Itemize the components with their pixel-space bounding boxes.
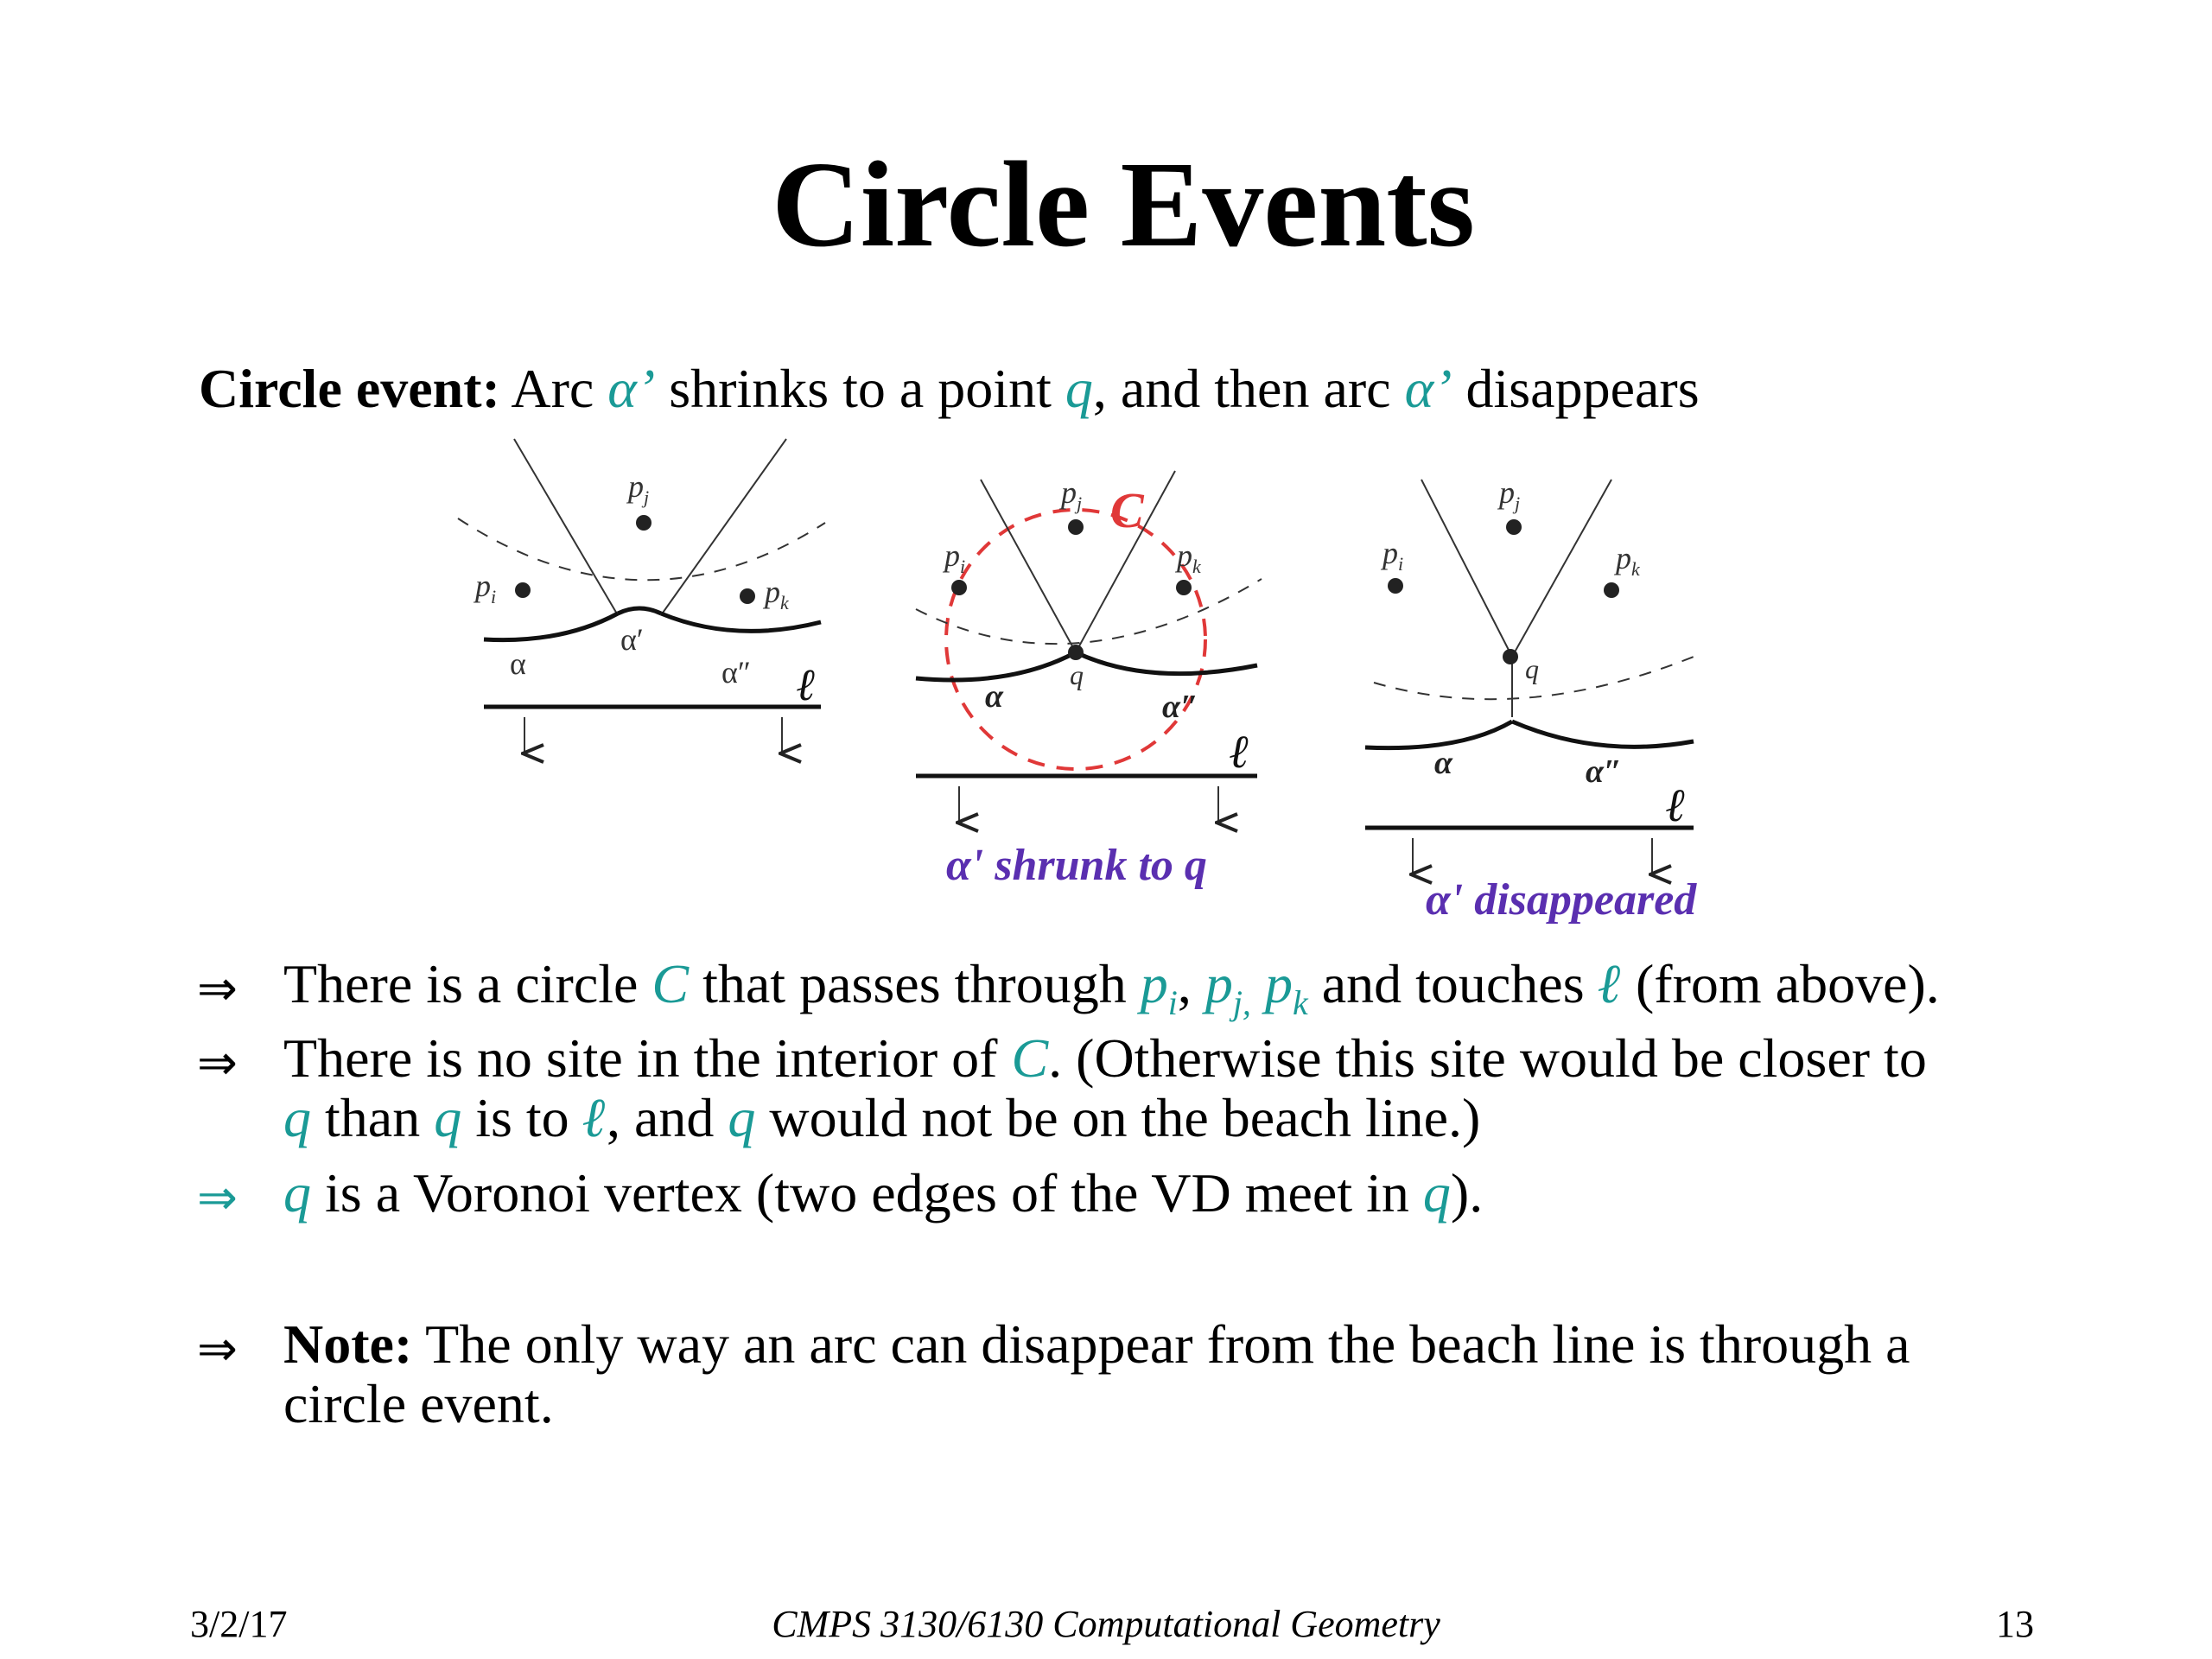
site-subscript: k [1292,982,1308,1022]
label-pi: $p_i$ [944,538,966,577]
label-ell: ℓ [1230,726,1250,778]
note-label: Note: [283,1313,413,1375]
vertex-q-dot [1068,645,1084,660]
label-alpha-dprime: α″ [1586,753,1623,790]
implies-arrow: ⇒ [197,1321,238,1377]
q-symbol: q [1422,1162,1451,1224]
sweep-line-symbol: ℓ [582,1087,607,1148]
bullet-text: would not be on the beach line.) [755,1087,1481,1148]
sweep-line-symbol: ℓ [1598,953,1622,1014]
label-alpha: α [510,646,526,681]
bullet-text: (from above). [1621,953,1940,1014]
bullet-text: than [311,1087,435,1148]
alpha-prime: α’ [607,358,656,419]
bullet-text: There is a circle [283,953,652,1014]
label-alpha: α [1434,745,1453,781]
bullet-text: that passes through [689,953,1141,1014]
label-q: q [1525,653,1539,684]
bullet-4-line-2: circle event. [283,1373,554,1434]
label-alpha-prime: α′ [620,622,644,657]
intro-label: Circle event: [199,358,500,419]
site-pk-dot [1176,580,1192,595]
site-pi-dot [1388,578,1403,594]
bullet-text: There is no site in the interior of [283,1027,1012,1089]
figure-2 [916,471,1262,823]
q-symbol: q [434,1087,462,1148]
q-symbol: q [283,1087,311,1148]
figure-2-sites [951,519,1192,660]
circle-C [946,510,1205,769]
q-symbol: q [728,1087,756,1148]
bullet-1 [283,953,1940,1022]
footer-date: 3/2/17 [190,1603,288,1645]
q-symbol: q [283,1162,311,1224]
label-pi: $p_i$ [1382,536,1404,575]
q-symbol: q [1065,358,1093,419]
label-alpha: α [985,678,1004,715]
handwritten-note: α' shrunk to q [946,841,1207,890]
label-pk: $p_k$ [1616,541,1640,580]
label-pk: $p_k$ [765,575,789,613]
site-pj-dot [1068,519,1084,535]
footer-course: CMPS 3130/6130 Computational Geometry [772,1603,1440,1645]
bullet-text: . (Otherwise this site would be closer to [1048,1027,1927,1089]
site-pj-dot [636,515,652,531]
bullet-text: ). [1450,1162,1484,1224]
site-symbol: p [1205,953,1233,1014]
circle-symbol: C [652,953,690,1014]
label-alpha-dprime: α″ [1162,689,1199,725]
bullet-2-line-1 [283,1027,1927,1089]
intro-text: , and then arc [1092,358,1405,419]
bullet-3 [283,1162,1484,1224]
label-pk: $p_k$ [1177,538,1201,577]
label-pj: $p_j$ [1499,475,1521,514]
circle-symbol: C [1011,1027,1049,1089]
site-symbol: p [1250,953,1293,1014]
bullet-2-line-2 [283,1087,1481,1148]
implies-arrow: ⇒ [197,961,238,1017]
intro-text: shrinks to a point [655,358,1065,419]
site-subscript: j, [1232,982,1251,1022]
label-ell: ℓ [1666,779,1687,831]
bullet-text: The only way an arc can disappear from the beach line is through a [412,1313,1910,1375]
bullet-text: , and [607,1087,728,1148]
site-pi-dot [951,580,967,595]
bullet-text: is to [461,1087,583,1148]
label-pi: $p_i$ [475,569,497,607]
bullet-text: , [1177,953,1205,1014]
figure-3-sites [1388,519,1619,664]
site-pk-dot [740,588,755,604]
slide-title: Circle Events [772,136,1475,272]
site-subscript: i [1167,982,1178,1022]
figure-1-sites [515,515,755,604]
intro-text: disappears [1452,358,1700,419]
bullet-4-line-1 [283,1313,1910,1375]
bullet-text: is a Voronoi vertex (two edges of the VD meet in [311,1162,1423,1224]
intro-line [199,358,1700,419]
site-pj-dot [1506,519,1522,535]
label-pj: $p_j$ [1061,475,1083,514]
label-ell: ℓ [797,661,817,710]
label-C-handwritten: C [1110,482,1144,538]
implies-arrow: ⇒ [197,1170,238,1226]
site-pk-dot [1604,582,1619,598]
label-q: q [1070,659,1084,690]
implies-arrow: ⇒ [197,1035,238,1091]
bullet-text: and touches [1307,953,1599,1014]
label-pj: $p_j$ [628,469,650,508]
site-pi-dot [515,582,531,598]
label-alpha-dprime: α″ [721,655,751,690]
alpha-prime: α’ [1404,358,1452,419]
figures-diagram [0,423,2212,959]
site-symbol: p [1140,953,1168,1014]
vertex-q-dot [1503,649,1518,664]
footer-page-number: 13 [1996,1603,2034,1645]
intro-text: Arc [499,358,608,419]
handwritten-note: α' disappeared [1426,875,1697,925]
